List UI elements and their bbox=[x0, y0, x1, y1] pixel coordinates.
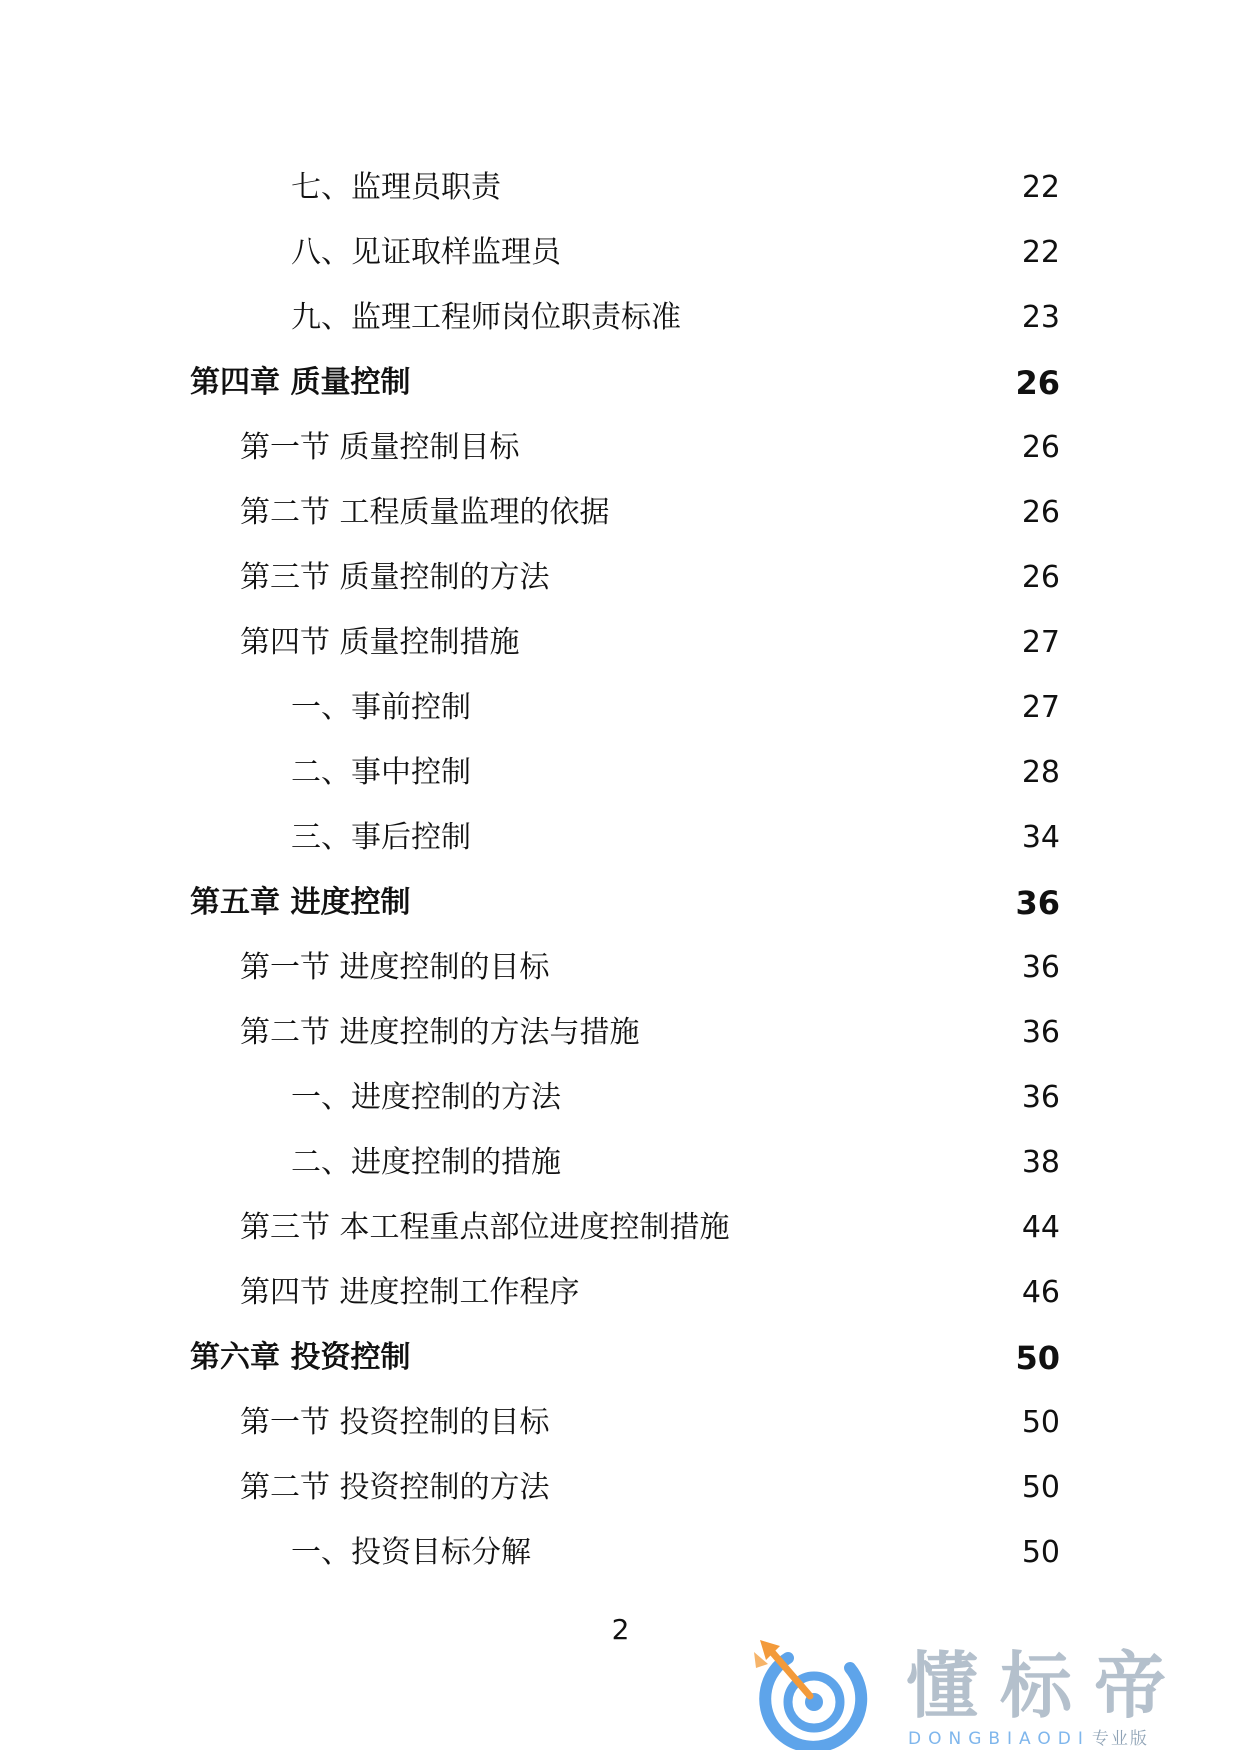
toc-entry-page: 50 bbox=[1015, 1339, 1060, 1377]
logo-name: 懂标帝 bbox=[906, 1644, 1189, 1728]
toc-item-entry[interactable] bbox=[0, 745, 1241, 801]
toc-entry-label: 第三节 本工程重点部位进度控制措施 bbox=[240, 1210, 730, 1245]
toc-entry-label: 第三节 质量控制的方法 bbox=[240, 560, 550, 595]
toc-entry-label: 一、投资目标分解 bbox=[291, 1535, 531, 1570]
toc-entry-page: 26 bbox=[1021, 495, 1060, 530]
toc-entry-page: 26 bbox=[1015, 364, 1060, 402]
toc-item-entry[interactable] bbox=[0, 290, 1241, 346]
toc-entry-page: 34 bbox=[1021, 820, 1060, 855]
toc-entry-label: 第一节 质量控制目标 bbox=[240, 430, 520, 465]
toc-entry-label: 七、监理员职责 bbox=[291, 170, 501, 205]
toc-section-entry[interactable] bbox=[0, 940, 1241, 996]
toc-entry-label: 第五章 进度控制 bbox=[190, 885, 411, 920]
toc-entry-label: 八、见证取样监理员 bbox=[291, 235, 561, 270]
toc-item-entry[interactable] bbox=[0, 225, 1241, 281]
toc-section-entry[interactable] bbox=[0, 1005, 1241, 1061]
toc-entry-label: 第四章 质量控制 bbox=[190, 365, 411, 400]
toc-entry-page: 50 bbox=[1021, 1535, 1060, 1570]
toc-section-entry[interactable] bbox=[0, 485, 1241, 541]
toc-item-entry[interactable] bbox=[0, 680, 1241, 736]
toc-entry-page: 26 bbox=[1021, 430, 1060, 465]
toc-entry-label: 三、事后控制 bbox=[291, 820, 471, 855]
toc-section-entry[interactable] bbox=[0, 1265, 1241, 1321]
target-dart-icon bbox=[750, 1638, 872, 1750]
toc-entry-label: 第二节 投资控制的方法 bbox=[240, 1470, 550, 1505]
toc-entry-label: 九、监理工程师岗位职责标准 bbox=[291, 300, 681, 335]
toc-entry-page: 36 bbox=[1021, 1015, 1060, 1050]
toc-section-entry[interactable] bbox=[0, 1200, 1241, 1256]
toc-entry-page: 26 bbox=[1021, 560, 1060, 595]
toc-entry-page: 27 bbox=[1021, 690, 1060, 725]
toc-entry-page: 22 bbox=[1021, 170, 1060, 205]
page-number: 2 bbox=[611, 1613, 630, 1646]
logo-pinyin: DONGBIAODI bbox=[908, 1729, 1090, 1749]
toc-item-entry[interactable] bbox=[0, 1525, 1241, 1581]
toc-entry-label: 第四节 质量控制措施 bbox=[240, 625, 520, 660]
toc-entry-page: 36 bbox=[1015, 884, 1060, 922]
toc-item-entry[interactable] bbox=[0, 160, 1241, 216]
toc-section-entry[interactable] bbox=[0, 550, 1241, 606]
logo-subtitle bbox=[908, 1728, 1149, 1750]
toc-entry-page: 27 bbox=[1021, 625, 1060, 660]
toc-entry-page: 38 bbox=[1021, 1145, 1060, 1180]
toc-entry-label: 第一节 投资控制的目标 bbox=[240, 1405, 550, 1440]
toc-entry-label: 第一节 进度控制的目标 bbox=[240, 950, 550, 985]
toc-entry-label: 一、事前控制 bbox=[291, 690, 471, 725]
toc-item-entry[interactable] bbox=[0, 1070, 1241, 1126]
toc-entry-label: 第四节 进度控制工作程序 bbox=[240, 1275, 580, 1310]
toc-section-entry[interactable] bbox=[0, 420, 1241, 476]
toc-entry-page: 23 bbox=[1021, 300, 1060, 335]
toc-entry-label: 二、进度控制的措施 bbox=[291, 1145, 561, 1180]
toc-entry-page: 46 bbox=[1021, 1275, 1060, 1310]
logo-edition: 专业版 bbox=[1091, 1729, 1149, 1749]
toc-entry-page: 50 bbox=[1021, 1470, 1060, 1505]
toc-entry-page: 44 bbox=[1021, 1210, 1060, 1245]
toc-entry-page: 36 bbox=[1021, 950, 1060, 985]
toc-section-entry[interactable] bbox=[0, 1460, 1241, 1516]
toc-chapter-entry[interactable] bbox=[0, 1330, 1241, 1386]
toc-item-entry[interactable] bbox=[0, 810, 1241, 866]
toc-chapter-entry[interactable] bbox=[0, 875, 1241, 931]
toc-section-entry[interactable] bbox=[0, 615, 1241, 671]
toc-entry-page: 36 bbox=[1021, 1080, 1060, 1115]
toc-entry-label: 第六章 投资控制 bbox=[190, 1340, 411, 1375]
toc-entry-page: 50 bbox=[1021, 1405, 1060, 1440]
toc-entry-label: 二、事中控制 bbox=[291, 755, 471, 790]
toc-item-entry[interactable] bbox=[0, 1135, 1241, 1191]
toc-chapter-entry[interactable] bbox=[0, 355, 1241, 411]
toc-entry-page: 22 bbox=[1021, 235, 1060, 270]
toc-entry-label: 第二节 工程质量监理的依据 bbox=[240, 495, 610, 530]
toc-section-entry[interactable] bbox=[0, 1395, 1241, 1451]
toc-entry-label: 第二节 进度控制的方法与措施 bbox=[240, 1015, 640, 1050]
toc-entry-label: 一、进度控制的方法 bbox=[291, 1080, 561, 1115]
toc-entry-page: 28 bbox=[1021, 755, 1060, 790]
